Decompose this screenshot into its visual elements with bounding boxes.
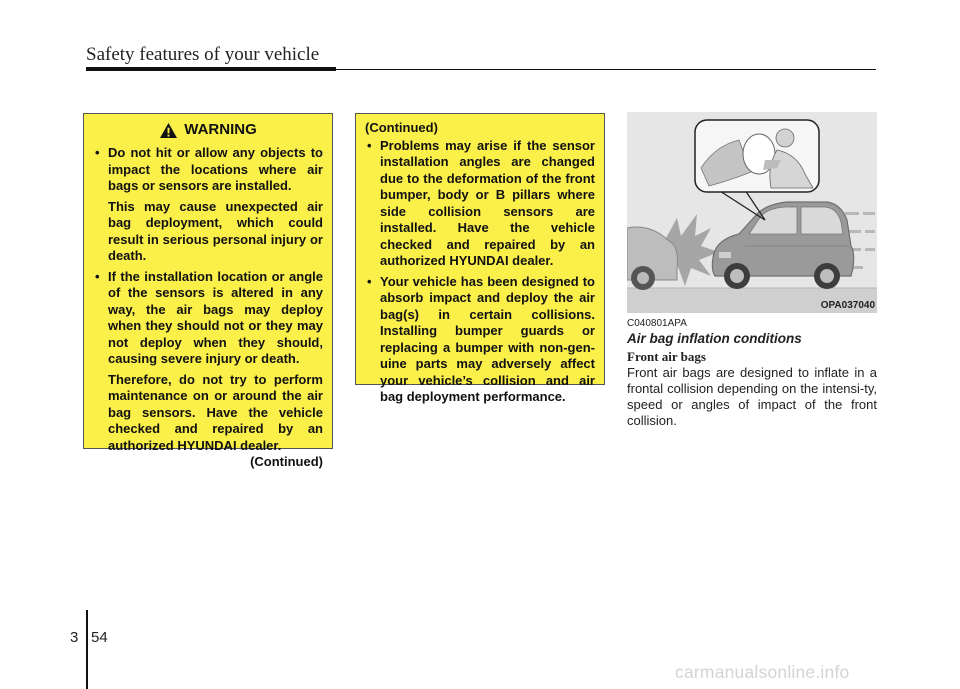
page-header-title: Safety features of your vehicle (86, 44, 320, 65)
car-collision-image (627, 112, 877, 313)
warning-heading-text: WARNING (184, 121, 257, 139)
header-rule-thick (86, 67, 336, 71)
section-body: Front air bags are designed to inflate in a frontal collision depending on the intensi-ty, speed or angles of impact of the front collision. (627, 365, 877, 428)
warning-paragraph-1: This may cause unexpected air bag deployment, which could result in serious personal injury or death. (108, 198, 323, 263)
footer-rule (86, 610, 88, 689)
continued-bullet-1: • Problems may arise if the sensor installation angles are changed due to the deformation of the front bumper, body or B pillars where side collision sensors are installed. Have the vehicle checked and repaired by an authorized HYUNDAI dealer. (365, 138, 595, 270)
page-chapter-number: 3 (70, 629, 79, 646)
header-rule-thin (336, 69, 876, 71)
warning-heading (93, 122, 323, 139)
continued-label: (Continued) (365, 120, 438, 135)
section-code: C040801APA (627, 318, 687, 329)
warning-triangle-icon (159, 122, 178, 139)
section-title: Air bag inflation conditions (627, 331, 802, 346)
continued-warning-box (355, 113, 605, 404)
warning-box (83, 113, 333, 469)
site-watermark: carmanualsonline.info (675, 662, 850, 682)
warning-bullet-1: • Do not hit or allow any objects to impact the locations where air bags or sensors are installed. (93, 145, 323, 195)
illustration-code: OPA037040 (820, 300, 875, 311)
warning-continued-label: (Continued) (250, 454, 323, 469)
page-number: 54 (91, 629, 108, 646)
airbag-collision-illustration (627, 112, 877, 313)
continued-bullet-2: • Your vehicle has been designed to absorb impact and deploy the air bag(s) in certain collisions. Installing bumper guards or replacing a bumper with non-gen-uine parts may adversely affect your vehicle’s collision and air bag deployment performance. (365, 274, 595, 406)
warning-bullet-2: • If the installation location or angle of the sensors is altered in any way, the air bags may deploy when they should not or they may not deploy when they should, causing severe injury or death. (93, 269, 323, 368)
section-subtitle: Front air bags (627, 349, 706, 364)
warning-paragraph-2: Therefore, do not try to perform maintenance on or around the air bag sensors. Have the vehicle checked and repaired by an authorized HYUNDAI dealer. (108, 371, 323, 453)
